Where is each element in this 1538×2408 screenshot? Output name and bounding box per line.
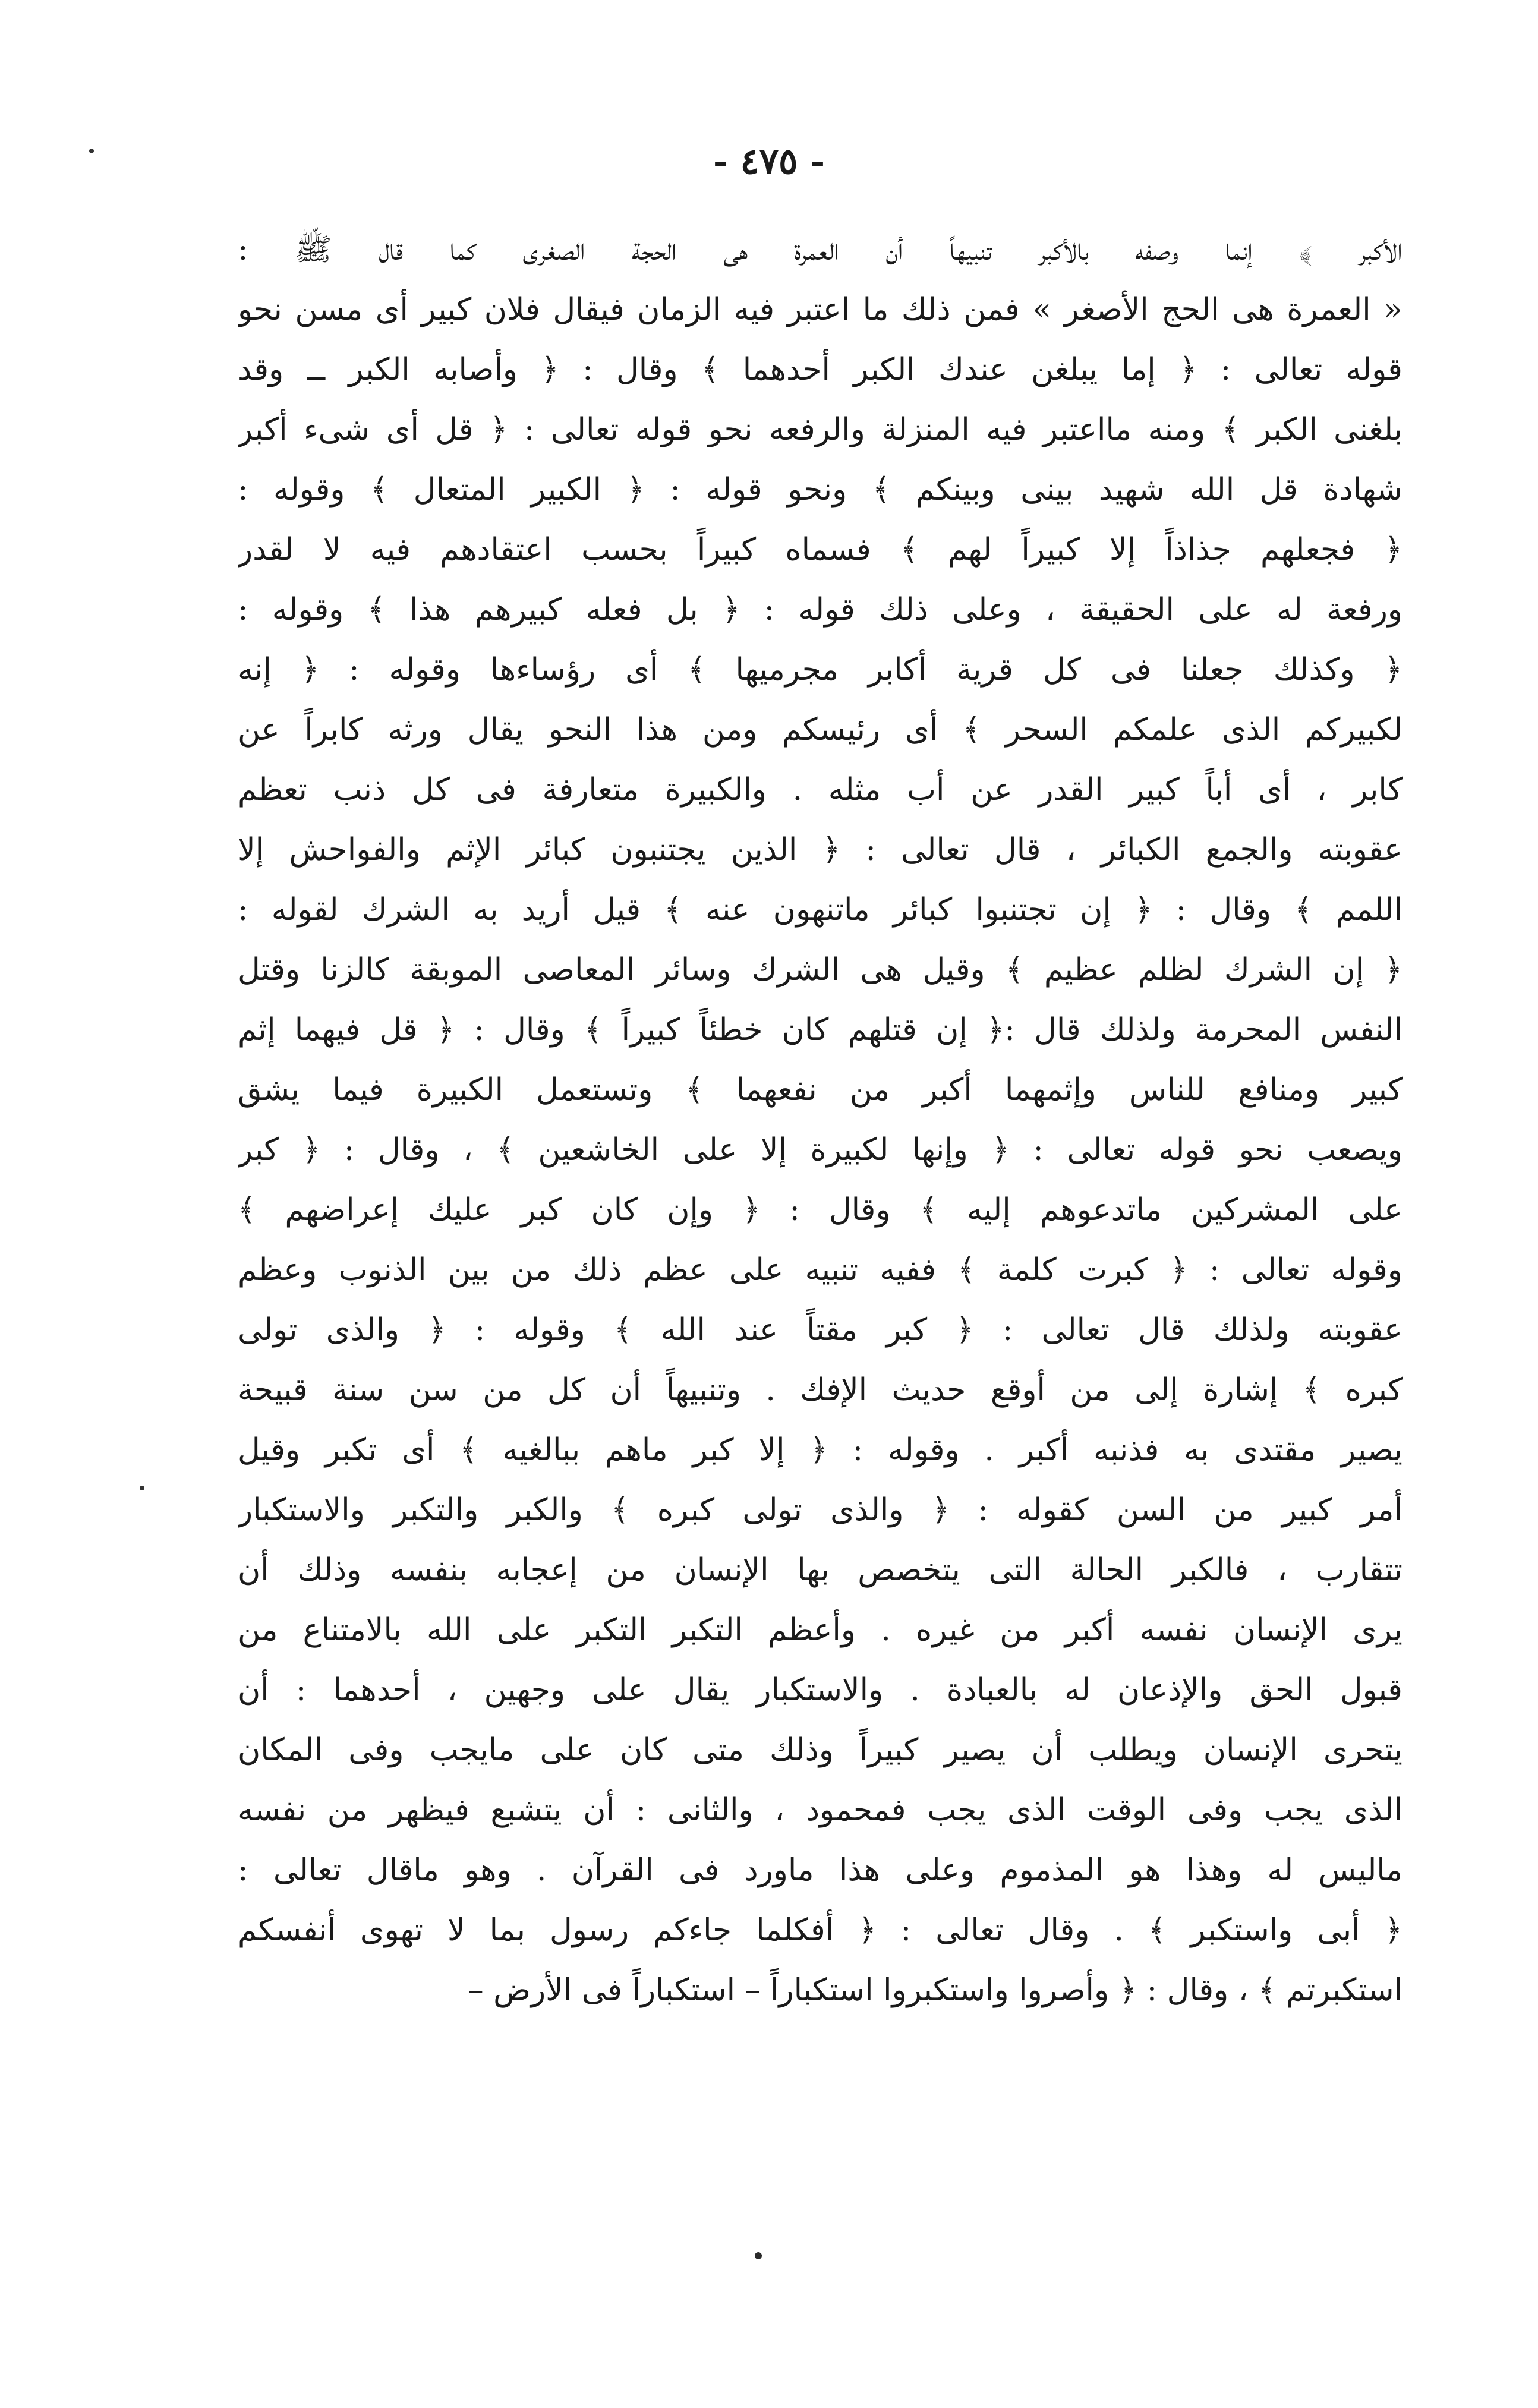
text-line: ﴿ وكذلك جعلنا فى كل قرية أكابر مجرميها ﴾ أى رؤساءها وقوله : ﴿ إنه xyxy=(238,652,1403,688)
text-line: ورفعة له على الحقيقة ، وعلى ذلك قوله : ﴿ بل فعله كبيرهم هذا ﴾ وقوله : xyxy=(238,592,1403,628)
text-line: يتحرى الإنسان ويطلب أن يصير كبيراً وذلك متى كان على مايجب وفى المكان xyxy=(238,1732,1403,1768)
scan-speck xyxy=(140,1486,144,1490)
text-line: الذى يجب وفى الوقت الذى يجب فمحمود ، والثانى : أن يتشبع فيظهر من نفسه xyxy=(238,1792,1403,1828)
text-line: ﴿ فجعلهم جذاذاً إلا كبيراً لهم ﴾ فسماه كبيراً بحسب اعتقادهم فيه لا لقدر xyxy=(238,532,1403,568)
text-line: قوله تعالى : ﴿ إما يبلغن عندك الكبر أحدهما ﴾ وقال : ﴿ وأصابه الكبر ــ وقد xyxy=(238,352,1403,387)
text-line: كبير ومنافع للناس وإثمهما أكبر من نفعهما ﴾ وتستعمل الكبيرة فيما يشق xyxy=(238,1072,1403,1108)
text-line: ﴿ أبى واستكبر ﴾ . وقال تعالى : ﴿ أفكلما جاءكم رسول بما لا تهوى أنفسكم xyxy=(238,1912,1403,1948)
footer-dot xyxy=(755,2252,762,2259)
text-line: وقوله تعالى : ﴿ كبرت كلمة ﴾ ففيه تنبيه على عظم ذلك من بين الذنوب وعظم xyxy=(238,1252,1403,1288)
text-line: على المشركين ماتدعوهم إليه ﴾ وقال : ﴿ وإن كان كبر عليك إعراضهم ﴾ xyxy=(238,1192,1403,1228)
text-line: اللمم ﴾ وقال : ﴿ إن تجتنبوا كبائر ماتنهون عنه ﴾ قيل أريد به الشرك لقوله : xyxy=(238,892,1403,928)
text-line: بلغنى الكبر ﴾ ومنه مااعتبر فيه المنزلة والرفعه نحو قوله تعالى : ﴿ قل أى شىء أكبر xyxy=(238,412,1403,447)
text-line: عقوبته ولذلك قال تعالى : ﴿ كبر مقتاً عند الله ﴾ وقوله : ﴿ والذى تولى xyxy=(238,1312,1403,1348)
text-line: يصير مقتدى به فذنبه أكبر . وقوله : ﴿ إلا كبر ماهم ببالغيه ﴾ أى تكبر وقيل xyxy=(238,1432,1403,1468)
text-line: كابر ، أى أباً كبير القدر عن أب مثله . والكبيرة متعارفة فى كل ذنب تعظم xyxy=(238,772,1403,808)
text-line: لكبيركم الذى علمكم السحر ﴾ أى رئيسكم ومن هذا النحو يقال ورثه كابراً عن xyxy=(238,712,1403,748)
text-line: ﴿ إن الشرك لظلم عظيم ﴾ وقيل هى الشرك وسائر المعاصى الموبقة كالزنا وقتل xyxy=(238,952,1403,988)
text-line: استكبرتم ﴾ ، وقال : ﴿ وأصروا واستكبروا استكباراً – استكباراً فى الأرض – xyxy=(468,1972,1403,2008)
text-line: « العمرة هى الحج الأصغر » فمن ذلك ما اعتبر فيه الزمان فيقال فلان كبير أى مسن نحو xyxy=(238,292,1403,327)
scan-speck xyxy=(89,149,94,153)
text-line: ويصعب نحو قوله تعالى : ﴿ وإنها لكبيرة إلا على الخاشعين ﴾ ، وقال : ﴿ كبر xyxy=(238,1132,1403,1168)
text-line: عقوبته والجمع الكبائر ، قال تعالى : ﴿ الذين يجتنبون كبائر الإثم والفواحش إلا xyxy=(238,832,1403,868)
text-line: كبره ﴾ إشارة إلى من أوقع حديث الإفك . وتنبيهاً أن كل من سن سنة قبيحة xyxy=(238,1372,1403,1408)
text-line: تتقارب ، فالكبر الحالة التى يتخصص بها الإنسان من إعجابه بنفسه وذلك أن xyxy=(238,1552,1403,1588)
text-line: أمر كبير من السن كقوله : ﴿ والذى تولى كبره ﴾ والكبر والتكبر والاستكبار xyxy=(238,1492,1403,1528)
text-line: قبول الحق والإذعان له بالعبادة . والاستكبار يقال على وجهين ، أحدهما : أن xyxy=(238,1672,1403,1708)
page-number: - ٤٧٥ - xyxy=(713,141,825,182)
text-line: ماليس له وهذا هو المذموم وعلى هذا ماورد فى القرآن . وهو ماقال تعالى : xyxy=(238,1852,1403,1888)
text-line: النفس المحرمة ولذلك قال :﴿ إن قتلهم كان خطئاً كبيراً ﴾ وقال : ﴿ قل فيهما إثم xyxy=(238,1012,1403,1048)
text-line: الأكبر ﴾ إنما وصفه بالأكبر تنبيهاً أن العمرة هى الحجة الصغرى كما قال ﷺ : xyxy=(238,232,1403,267)
text-line: شهادة قل الله شهيد بينى وبينكم ﴾ ونحو قوله : ﴿ الكبير المتعال ﴾ وقوله : xyxy=(238,472,1403,508)
body-text xyxy=(238,220,1403,2021)
text-line: يرى الإنسان نفسه أكبر من غيره . وأعظم التكبر التكبر على الله بالامتناع من xyxy=(238,1612,1403,1648)
